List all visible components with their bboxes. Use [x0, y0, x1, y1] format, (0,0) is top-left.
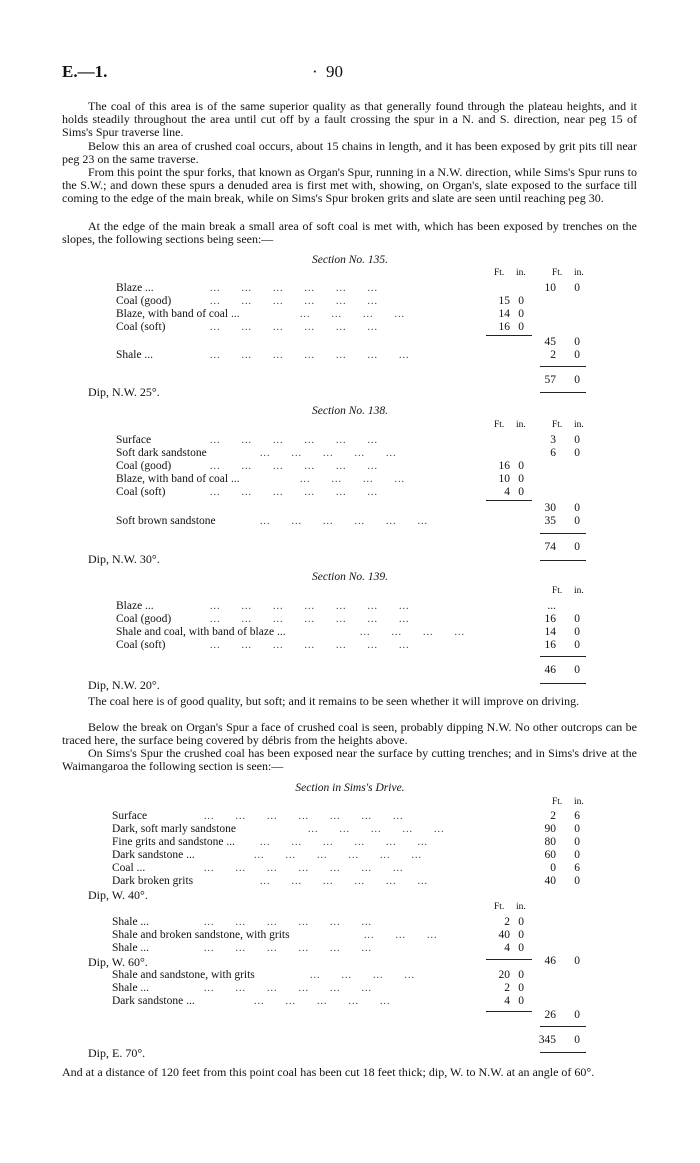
layer-label: Coal (good): [116, 613, 172, 625]
col-header-ft-1: Ft.: [494, 902, 505, 912]
paragraph-1: The coal of this area is of the same superior quality as that generally found through the plateau heights, and it holds steadily throughout the area until cut off by a fault crossing the spur in a N. and S. direction, near peg 15 of Sims's Spur traverse line.: [62, 99, 637, 140]
grand-total-ft: 74: [544, 541, 556, 553]
leader-dots: ... ... ... ...: [310, 970, 415, 981]
thickness-ft: 2: [504, 982, 510, 994]
grand-total-ft: 345: [538, 1034, 556, 1046]
thickness-in: 6: [574, 810, 580, 822]
subtotal-in: 0: [574, 336, 580, 348]
paragraph-3: From this point the spur forks, that known as Organ's Spur, running in a N.W. direction, while Sims's Spur runs to the S.W.; and down these spurs a denuded area is first met with, showing, on Organ's, slate exposed to the surface till coming to the edge of the main break, while on Sims's Spur broken grits and slate are seen until reaching peg 30.: [62, 165, 637, 206]
s138-row: [0, 515, 700, 528]
sims-row: [0, 969, 700, 982]
col-header-in-1: in.: [516, 420, 526, 430]
col-header-in-2: in.: [574, 797, 584, 807]
thickness-in: 0: [518, 486, 524, 498]
leader-dots: ... ... ... ... ... ... ...: [204, 863, 404, 874]
leader-dots: ... ... ... ...: [300, 309, 405, 320]
layer-label: Shale ...: [112, 916, 150, 928]
layer-label: Surface: [112, 810, 148, 822]
total-in: 0: [574, 447, 580, 459]
layer-label: Fine grits and sandstone ...: [112, 836, 235, 848]
layer-label: Shale ...: [112, 942, 150, 954]
thickness-ft: 4: [504, 486, 510, 498]
subtotal-ft: 45: [544, 336, 556, 348]
leader-dots: ... ... ... ... ... ... ...: [210, 640, 410, 651]
thickness-ft: 15: [498, 295, 510, 307]
thickness-in: 0: [518, 308, 524, 320]
leader-dots: ... ... ... ... ... ...: [210, 322, 378, 333]
sims-row: [0, 849, 700, 862]
total-ft: 14: [544, 626, 556, 638]
layer-label: Coal (soft): [116, 486, 166, 498]
total-in: 0: [574, 282, 580, 294]
s135-row: [0, 308, 700, 321]
leader-dots: ... ... ... ... ... ...: [210, 283, 378, 294]
sims-row: [0, 875, 700, 888]
leader-dots: ... ... ... ... ... ...: [204, 943, 372, 954]
sims-dip-b: Dip, W. 60°.: [88, 955, 148, 969]
total-ft: 6: [550, 447, 556, 459]
layer-label: Dark sandstone ...: [112, 849, 195, 861]
layer-label: Coal (good): [116, 295, 172, 307]
thickness-in: 0: [518, 995, 524, 1007]
sims-row: [0, 995, 700, 1008]
sum-rule: [540, 683, 586, 684]
leader-dots: ... ... ... ... ... ...: [254, 850, 422, 861]
sims-row: [0, 929, 700, 942]
thickness-ft: 0: [550, 862, 556, 874]
sims-row: [0, 810, 700, 823]
s138-row: [0, 502, 700, 515]
paragraph-6: Below the break on Organ's Spur a face of crushed coal is seen, probably dipping N.W. No other outcrops can be traced here, the surface being covered by débris from the heights above.: [62, 720, 637, 748]
leader-dots: ... ... ... ...: [300, 474, 405, 485]
layer-label: Coal ...: [112, 862, 146, 874]
total-ft: 35: [544, 515, 556, 527]
layer-label: Soft dark sandstone: [116, 447, 207, 459]
s138-row: [0, 460, 700, 473]
total-in: 0: [574, 434, 580, 446]
paragraph-2: Below this an area of crushed coal occurs, about 15 chains in length, and it has been exposed by grit pits till near peg 23 on the same traverse.: [62, 139, 637, 167]
subtotal-in: 0: [574, 502, 580, 514]
thickness-in: 0: [518, 473, 524, 485]
leader-dots: ... ... ... ... ... ...: [210, 296, 378, 307]
s139-row: [0, 626, 700, 639]
thickness-in: 0: [574, 875, 580, 887]
s139-total: [0, 664, 700, 677]
sims-row: [0, 982, 700, 995]
layer-label: Dark, soft marly sandstone: [112, 823, 236, 835]
total-ft: 3: [550, 434, 556, 446]
thickness-in: 0: [518, 982, 524, 994]
thickness-ft: 4: [504, 995, 510, 1007]
sims-dip-a: Dip, W. 40°.: [88, 888, 148, 902]
leader-dots: ... ... ... ... ... ... ...: [210, 601, 410, 612]
sims-subtotal-c: [0, 1009, 700, 1022]
subtotal-in: 0: [574, 1009, 580, 1021]
s138-row: [0, 473, 700, 486]
sims-row: [0, 862, 700, 875]
thickness-in: 0: [518, 969, 524, 981]
leader-dots: ... ... ...: [364, 930, 438, 941]
layer-label: Dark broken grits: [112, 875, 194, 887]
closing-paragraph: And at a distance of 120 feet from this point coal has been cut 18 feet thick; dip, W. to N.W. at an angle of 60°.: [62, 1065, 595, 1079]
total-ft: 16: [544, 613, 556, 625]
subtotal-in: 0: [574, 955, 580, 967]
section-135-title: Section No. 135.: [311, 254, 389, 266]
subtotal-ft: 26: [544, 1009, 556, 1021]
sum-rule: [540, 392, 586, 393]
layer-label: Shale ...: [116, 349, 154, 361]
s138-dip: Dip, N.W. 30°.: [88, 552, 160, 566]
thickness-ft: 4: [504, 942, 510, 954]
thickness-in: 0: [518, 321, 524, 333]
thickness-ft: 16: [498, 321, 510, 333]
total-in: 0: [574, 613, 580, 625]
col-header-ft-2: Ft.: [552, 420, 563, 430]
col-header-ft-2: Ft.: [552, 586, 563, 596]
s135-row: [0, 295, 700, 308]
layer-label: Shale and broken sandstone, with grits: [112, 929, 290, 941]
col-header-ft-1: Ft.: [494, 420, 505, 430]
total-ft: 10: [544, 282, 556, 294]
leader-dots: ... ... ... ... ... ... ...: [210, 614, 410, 625]
s138-row: [0, 434, 700, 447]
s135-row: [0, 336, 700, 349]
layer-label: Shale and sandstone, with grits: [112, 969, 255, 981]
col-header-in-2: in.: [574, 268, 584, 278]
col-header-ft-2: Ft.: [552, 268, 563, 278]
layer-label: Coal (good): [116, 460, 172, 472]
thickness-in: 0: [518, 460, 524, 472]
total-ft: 16: [544, 639, 556, 651]
grand-total-in: 0: [574, 374, 580, 386]
sims-dip-c: Dip, E. 70°.: [88, 1046, 146, 1060]
sims-subtotal-b: [0, 955, 700, 968]
s135-row: [0, 282, 700, 295]
leader-dots: ... ... ... ... ... ...: [210, 487, 378, 498]
section-138-title: Section No. 138.: [311, 405, 389, 417]
s139-dip: Dip, N.W. 20°.: [88, 678, 160, 692]
thickness-ft: 16: [498, 460, 510, 472]
header-dot: ·: [312, 62, 318, 81]
thickness-in: 0: [518, 295, 524, 307]
s135-row: [0, 321, 700, 334]
thickness-ft: 20: [498, 969, 510, 981]
col-header-ft-1: Ft.: [494, 268, 505, 278]
sum-rule: [540, 656, 586, 657]
leader-dots: ... ... ... ... ... ...: [260, 837, 428, 848]
sims-row: [0, 942, 700, 955]
s138-row: [0, 486, 700, 499]
leader-dots: ... ... ... ... ...: [260, 448, 397, 459]
layer-label: Soft brown sandstone: [116, 515, 216, 527]
subtotal-ft: 30: [544, 502, 556, 514]
leader-dots: ... ... ... ... ... ...: [204, 917, 372, 928]
col-header-ft-2: Ft.: [552, 797, 563, 807]
sims-row: [0, 823, 700, 836]
thickness-in: 6: [574, 862, 580, 874]
s139-row: [0, 639, 700, 652]
thickness-ft: 60: [544, 849, 556, 861]
leader-dots: ... ... ... ... ...: [308, 824, 445, 835]
s135-dip: Dip, N.W. 25°.: [88, 385, 160, 399]
sims-drive-title: Section in Sims's Drive.: [295, 782, 405, 794]
sum-rule: [486, 500, 532, 501]
col-header-in-2: in.: [574, 586, 584, 596]
thickness-ft: 14: [498, 308, 510, 320]
thickness-in: 0: [518, 929, 524, 941]
leader-dots: ... ... ... ... ... ...: [260, 876, 428, 887]
layer-label: Shale ...: [112, 982, 150, 994]
thickness-in: 0: [574, 849, 580, 861]
s135-row: [0, 349, 700, 362]
grand-total-ft: 57: [544, 374, 556, 386]
col-header-in-1: in.: [516, 268, 526, 278]
col-header-in-2: in.: [574, 420, 584, 430]
section-139-title: Section No. 139.: [311, 571, 389, 583]
layer-label: Blaze ...: [116, 282, 154, 294]
leader-dots: ... ... ... ... ... ...: [210, 435, 378, 446]
sum-rule: [540, 560, 586, 561]
layer-label: Blaze, with band of coal ...: [116, 308, 240, 320]
thickness-in: 0: [518, 942, 524, 954]
leader-dots: ... ... ... ... ... ... ...: [210, 350, 410, 361]
grand-total-in: 0: [574, 1034, 580, 1046]
s138-row: [0, 447, 700, 460]
sum-rule: [540, 366, 586, 367]
layer-label: Coal (soft): [116, 639, 166, 651]
page-number: 90: [326, 62, 343, 81]
sum-rule: [540, 1026, 586, 1027]
total-ft: 2: [550, 349, 556, 361]
paragraph-7: On Sims's Spur the crushed coal has been exposed near the surface by cutting trenches; and in Sims's drive at the Waimangaroa the following section is seen:—: [62, 746, 637, 774]
paragraph-5: The coal here is of good quality, but soft; and it remains to be seen whether it will improve on driving.: [88, 694, 580, 708]
thickness-in: 0: [574, 823, 580, 835]
grand-total-ft: 46: [544, 664, 556, 676]
layer-label: Blaze ...: [116, 600, 154, 612]
thickness-ft: 10: [498, 473, 510, 485]
layer-label: Shale and coal, with band of blaze ...: [116, 626, 286, 638]
sum-rule: [540, 533, 586, 534]
leader-dots: ... ... ... ... ...: [254, 996, 391, 1007]
thickness-ft: 2: [504, 916, 510, 928]
sims-row: [0, 916, 700, 929]
s139-row: [0, 613, 700, 626]
grand-total-in: 0: [574, 664, 580, 676]
total-in: 0: [574, 626, 580, 638]
total-in: 0: [574, 515, 580, 527]
paragraph-4: At the edge of the main break a small area of soft coal is met with, which has been exposed by trenches on the slopes, the following sections being seen:—: [62, 219, 637, 247]
layer-label: Coal (soft): [116, 321, 166, 333]
series-code: E.—1.: [62, 62, 108, 81]
grand-total-in: 0: [574, 541, 580, 553]
total-ft: ...: [547, 600, 556, 612]
thickness-ft: 40: [498, 929, 510, 941]
total-in: 0: [574, 639, 580, 651]
s139-row: [0, 600, 700, 613]
leader-dots: ... ... ... ...: [360, 627, 465, 638]
layer-label: Dark sandstone ...: [112, 995, 195, 1007]
thickness-ft: 90: [544, 823, 556, 835]
col-header-in-1: in.: [516, 902, 526, 912]
leader-dots: ... ... ... ... ... ...: [260, 516, 428, 527]
thickness-in: 0: [518, 916, 524, 928]
leader-dots: ... ... ... ... ... ... ...: [204, 811, 404, 822]
thickness-ft: 2: [550, 810, 556, 822]
subtotal-ft: 46: [544, 955, 556, 967]
layer-label: Surface: [116, 434, 152, 446]
thickness-ft: 40: [544, 875, 556, 887]
thickness-ft: 80: [544, 836, 556, 848]
sum-rule: [540, 1052, 586, 1053]
leader-dots: ... ... ... ... ... ...: [210, 461, 378, 472]
sims-row: [0, 836, 700, 849]
total-in: 0: [574, 349, 580, 361]
thickness-in: 0: [574, 836, 580, 848]
leader-dots: ... ... ... ... ... ...: [204, 983, 372, 994]
layer-label: Blaze, with band of coal ...: [116, 473, 240, 485]
